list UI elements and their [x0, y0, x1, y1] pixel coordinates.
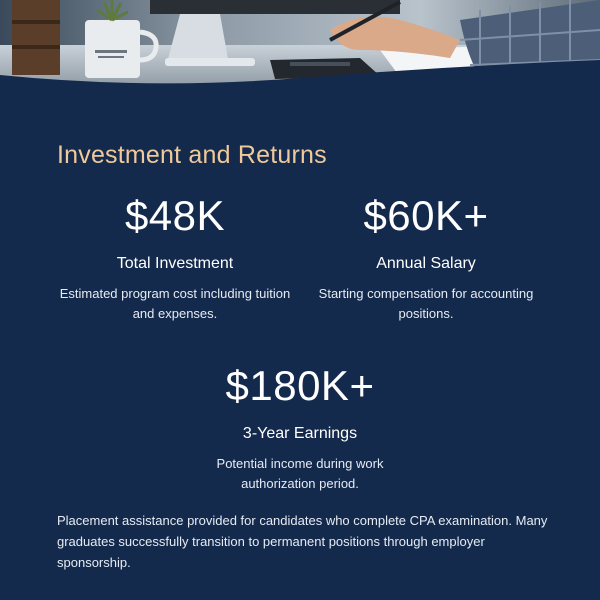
stat-value: $180K+: [225, 362, 375, 409]
stat-label: 3-Year Earnings: [242, 425, 358, 442]
stat-total-investment: [45, 192, 305, 324]
placement-footnote: Placement assistance provided for candidates who complete CPA examination. Many graduates successfully transition to permanent positions through employer sponsorship.: [57, 513, 548, 570]
stat-description: Potential income during work authorization period.: [216, 456, 384, 491]
stat-3-year-earnings: [170, 362, 430, 494]
stat-label: Annual Salary: [376, 255, 476, 272]
stat-description: Estimated program cost including tuition and expenses.: [59, 286, 291, 321]
stat-annual-salary: [296, 192, 556, 324]
stat-value: $60K+: [363, 192, 489, 239]
stat-description: Starting compensation for accounting positions.: [318, 286, 534, 321]
section-title: Investment and Returns: [57, 141, 327, 169]
stat-value: $48K: [124, 192, 226, 239]
stat-label: Total Investment: [116, 255, 234, 272]
